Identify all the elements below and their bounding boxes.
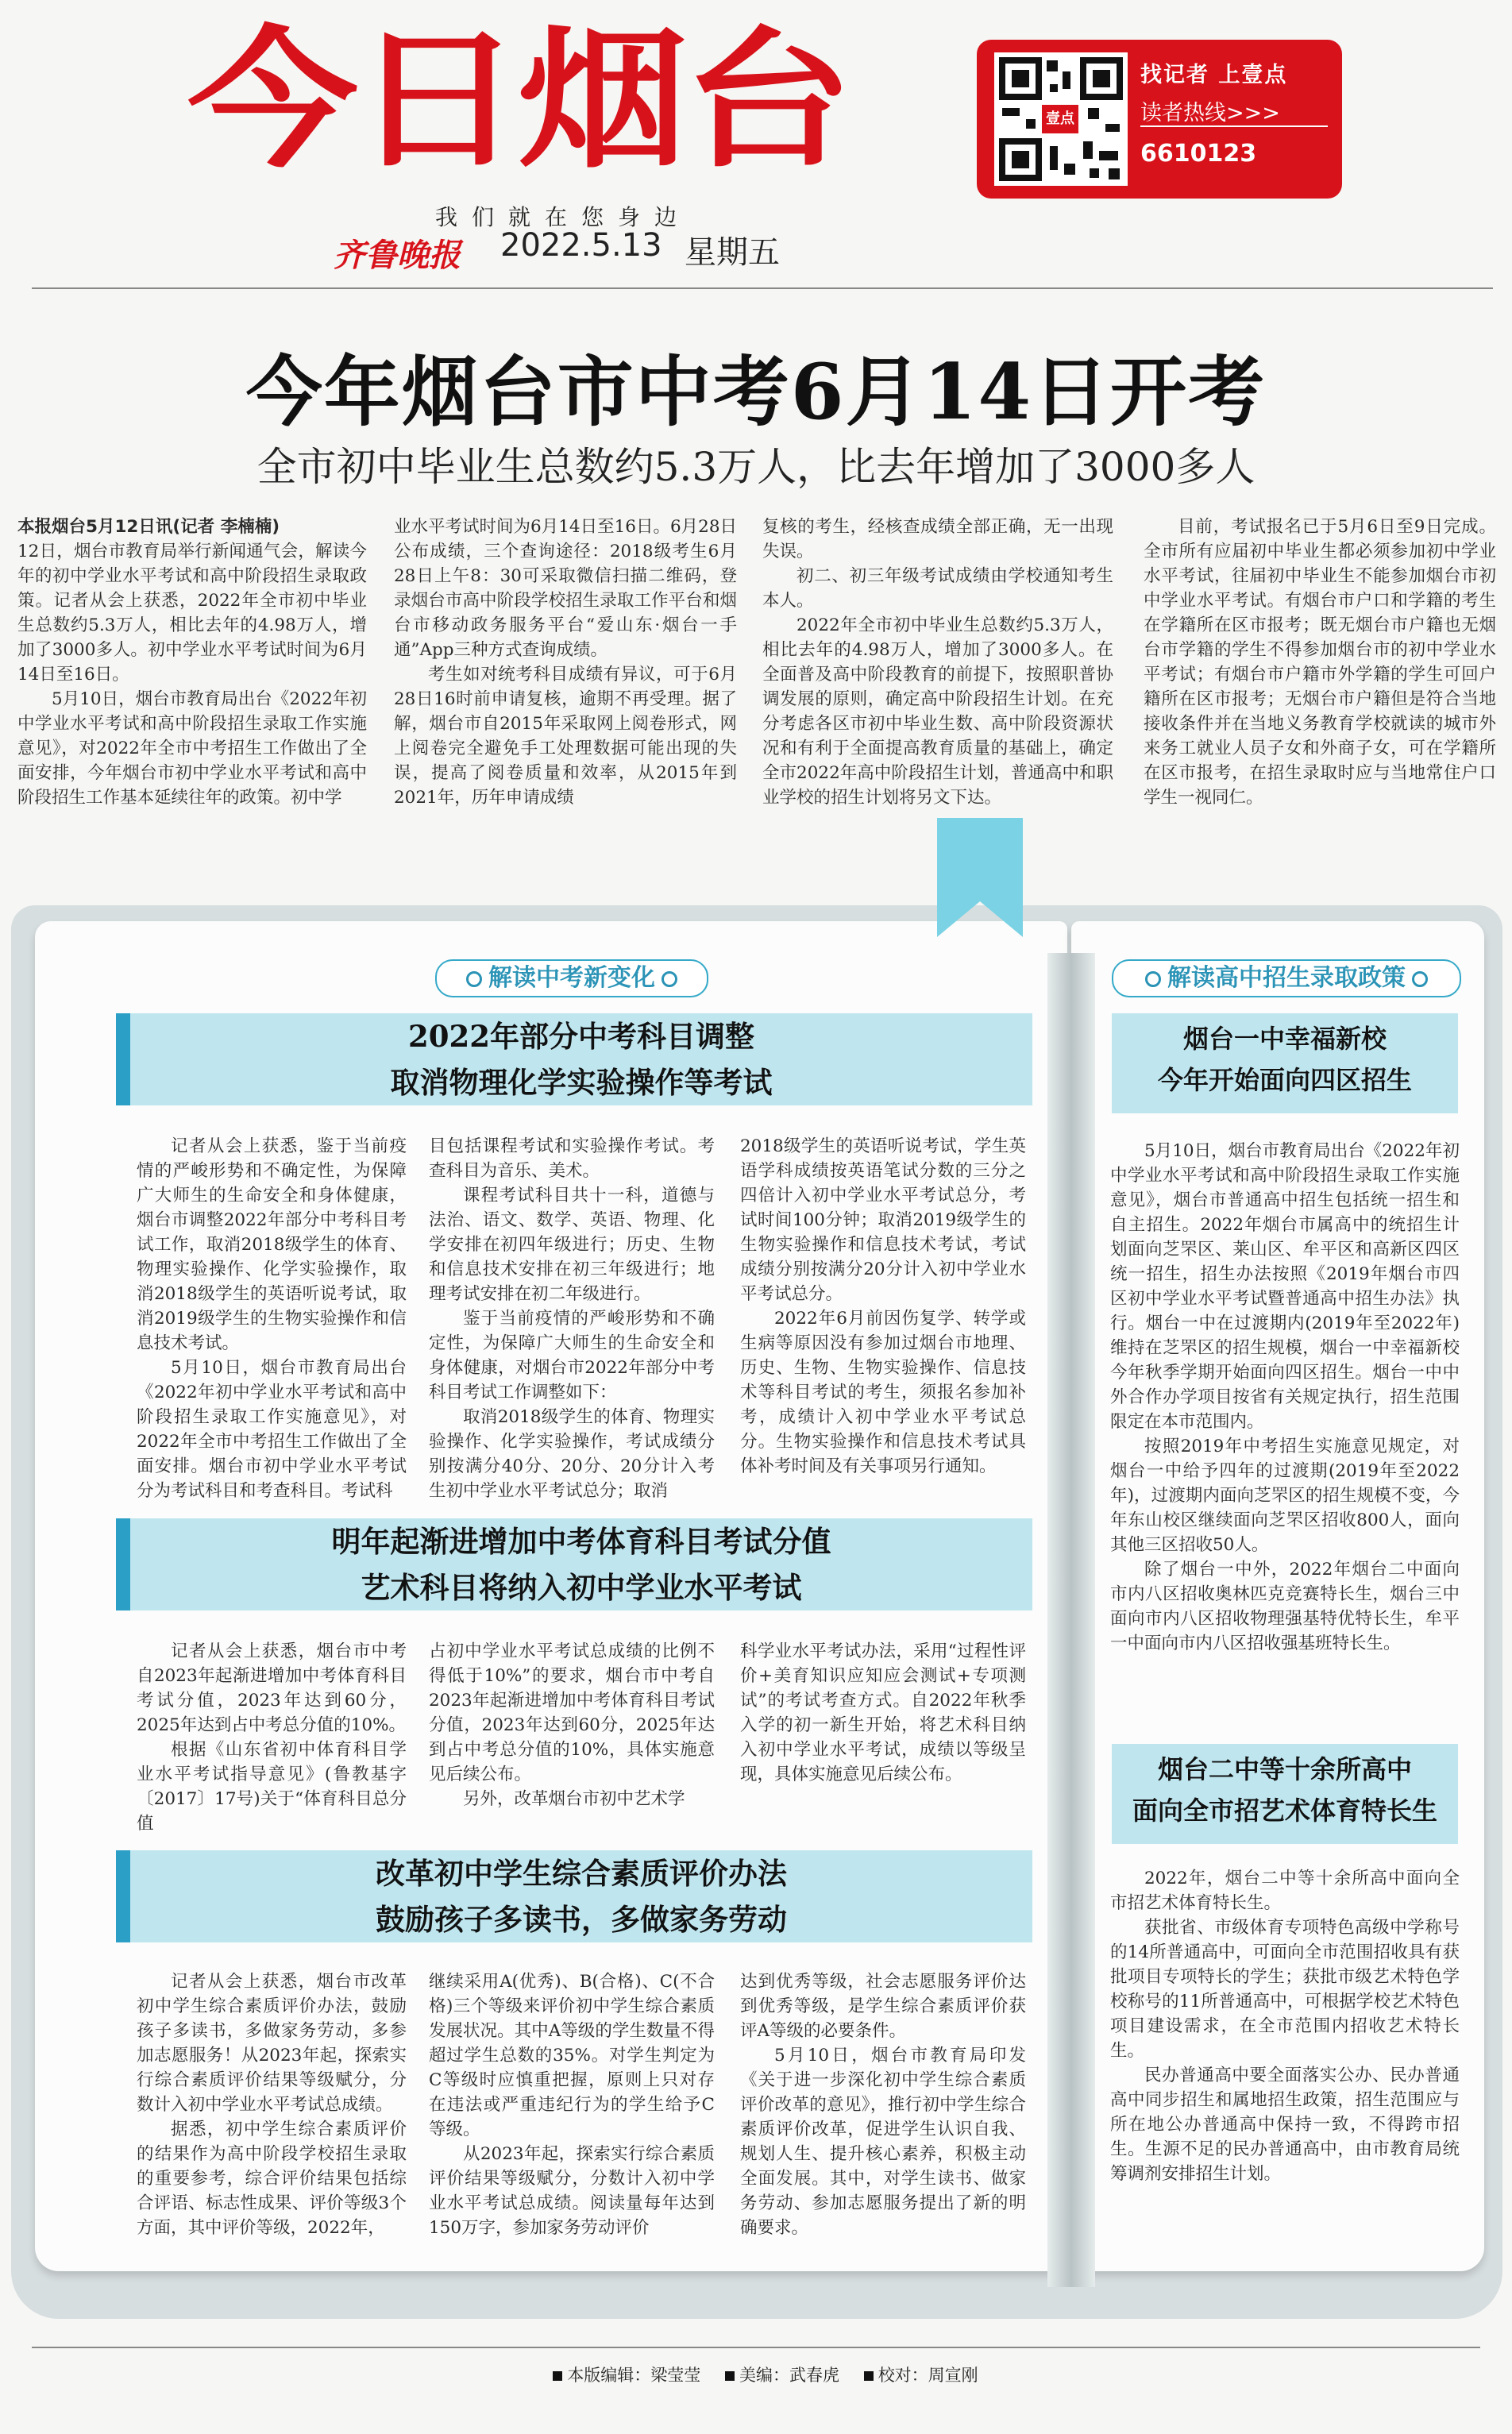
masthead: [0, 0, 1512, 294]
article-2-column-2: [429, 1639, 715, 1811]
paragraph: 鉴于当前疫情的严峻形势和不确定性，为保障广大师生的生命安全和身体健康，对烟台市2022年部分中考科目考试工作调整如下：: [429, 1309, 715, 1402]
paragraph: 5月10日，烟台市教育局出台《2022年初中学业水平考试和高中阶段招生录取工作实施意见》，对2022年全市中考招生工作做出了全面安排。烟台市初中学业水平考试分为考试科目和考查科目。考试科: [137, 1358, 407, 1501]
book-spine: [1047, 953, 1095, 2287]
right-article-1-body: [1110, 1139, 1460, 1656]
paragraph: 5月10日，烟台市教育局印发《关于进一步深化初中学生综合素质评价改革的意见》，推行初中学生综合素质评价改革，促进学生认识自我、规划人生、提升核心素养，积极主动全面发展。其中，对学生读书、做家务劳动、参加志愿服务提出了新的明确要求。: [740, 2046, 1026, 2238]
page-credits: [0, 2363, 1512, 2386]
paragraph: 12日，烟台市教育局举行新闻通气会，解读今年的初中学业水平考试和高中阶段招生录取政策。记者从会上获悉，2022年全市初中毕业生总数约5.3万人，相比去年的4.98万人，增加了3000多人。初中学业水平考试时间为6月14日至16日。: [17, 542, 367, 685]
paragraph: 达到优秀等级，社会志愿服务评价达到优秀等级，是学生综合素质评价获评A等级的必要条件。: [740, 1972, 1026, 2041]
paragraph: 除了烟台一中外，2022年烟台二中面向市内八区招收奥林匹克竞赛特长生，烟台三中面向市内八区招收物理强基特优特长生，牟平一中面向市内八区招收强基班特长生。: [1110, 1560, 1460, 1653]
paragraph: 记者从会上获悉，鉴于当前疫情的严峻形势和不确定性，为保障广大师生的生命安全和身体健康，烟台市调整2022年部分中考科目考试工作，取消2018级学生的体育、物理实验操作、化学实验操作，取消2018级学生的英语听说考试，取消2019级学生的生物实验操作和信息技术考试。: [137, 1136, 407, 1353]
article-3-column-2: [429, 1969, 715, 2240]
lead-column-4: [1144, 515, 1496, 810]
qr-badge: 壹点: [1042, 105, 1078, 133]
proofreader-credit: 校对：周宣刚: [878, 2366, 978, 2385]
slogan: 我们就在您身边: [435, 204, 692, 230]
paragraph: 另外，改革烟台市初中艺术学: [463, 1789, 685, 1809]
article-title-pe-arts: 明年起渐进增加中考体育科目考试分值 艺术科目将纳入初中学业水平考试: [116, 1518, 1032, 1610]
designer-credit: 美编：武春虎: [739, 2366, 839, 2385]
lead-column-2: [394, 515, 737, 810]
article-2-column-3: [740, 1639, 1026, 1787]
paragraph: 2018级学生的英语听说考试，学生英语学科成绩按英语笔试分数的三分之四倍计入初中学业水平考试总分，考试时间100分钟；取消2019级学生的生物实验操作和信息技术考试，考试成绩分别按满分20分计入初中学业水平考试总分。: [740, 1136, 1026, 1304]
paragraph: 2022年6月前因伤复学、转学或生病等原因没有参加过烟台市地理、历史、生物、生物实验操作、信息技术等科目考试的考生，须报名参加补考，成绩计入初中学业水平考试总分。生物实验操作和信息技术考试具体补考时间及有关事项另行通知。: [740, 1309, 1026, 1476]
issue-weekday: 星期五: [685, 234, 780, 271]
paragraph: 初二、初三年级考试成绩由学校通知考生本人。: [762, 566, 1113, 611]
paragraph: 根据《山东省初中体育科目学业水平考试指导意见》(鲁教基字〔2017〕17号)关于“体育科目总分值: [137, 1740, 407, 1834]
paragraph: 记者从会上获悉，烟台市中考自2023年起渐进增加中考体育科目考试分值，2023年达到60分，2025年达到占中考总分值的10%。: [137, 1641, 407, 1735]
page-subheadline: 全市初中毕业生总数约5.3万人，比去年增加了3000多人: [256, 444, 1256, 490]
masthead-divider: [32, 287, 1493, 289]
paragraph: 2022年全市初中毕业生总数约5.3万人，相比去年的4.98万人，增加了3000多人。在全面普及高中阶段教育的前提下，按照职普协调发展的原则，确定高中阶段招生计划。在充分考虑各区市初中毕业生数、高中阶段资源状况和有利于全面提高教育质量的基础上，确定全市2022年高中阶段招生计划，普通高中和职业学校的招生计划将另文下达。: [762, 615, 1113, 808]
right-article-2-body: [1110, 1866, 1460, 2186]
page-headline: 今年烟台市中考6月14日开考: [245, 347, 1267, 437]
paragraph: 考生如对统考科目成绩有异议，可于6月28日16时前申请复核，逾期不再受理。据了解，烟台市自2015年采取网上阅卷形式，网上阅卷完全避免手工处理数据可能出现的失误，提高了阅卷质量和效率，从2015年到2021年，历年申请成绩: [394, 665, 737, 808]
paragraph: 复核的考生，经核查成绩全部正确，无一出现失误。: [762, 517, 1113, 561]
paragraph: 5月10日，烟台市教育局出台《2022年初中学业水平考试和高中阶段招生录取工作实施意见》，烟台市普通高中招生包括统一招生和自主招生。2022年烟台市属高中的统招生计划面向芝罘区、莱山区、牟平区和高新区四区统一招生，招生办法按照《2019年烟台市四区初中学业水平考试暨普通高中招生办法》执行。烟台一中在过渡期内(2019年至2022年)维持在芝罘区的招生规模，烟台一中幸福新校今年秋季学期开始面向四区招生。烟台一中中外合作办学项目按省有关规定执行，招生范围限定在本市范围内。: [1110, 1141, 1460, 1432]
article-1-column-3: [740, 1134, 1026, 1479]
qr-code-icon[interactable]: [994, 52, 1128, 186]
article-1-column-1: [137, 1134, 407, 1503]
article-3-column-1: [137, 1969, 407, 2240]
paragraph: 按照2019年中考招生实施意见规定，对烟台一中给予四年的过渡期(2019年至2022年)，过渡期内面向芝罘区的招生规模不变，今年东山校区继续面向芝罘区招收800人，面向其他三区招收50人。: [1110, 1437, 1460, 1555]
paragraph: 获批省、市级体育专项特色高级中学称号的14所普通高中，可面向全市范围招收具有获批项目专项特长的学生；获批市级艺术特色学校称号的11所普通高中，可根据学校艺术特色项目建设需求，在全市范围内招收艺术特长生。: [1110, 1918, 1460, 2061]
hotline-divider: [1140, 125, 1328, 127]
article-title-yantai-no1: 烟台一中幸福新校 今年开始面向四区招生: [1112, 1013, 1458, 1113]
paragraph: 占初中学业水平考试总成绩的比例不得低于10%”的要求，烟台市中考自2023年起渐进增加中考体育科目考试分值，2023年达到60分，2025年达到占中考总分值的10%，具体实施意见后续公布。: [429, 1641, 715, 1784]
lead-column-1: [17, 515, 367, 810]
paragraph: 继续采用A(优秀)、B(合格)、C(不合格)三个等级来评价初中学生综合素质发展状况。其中A等级的学生数量不得超过学生总数的35%。对学生判定为C等级时应慎重把握，原则上只对存在违法或严重违纪行为的学生给予C等级。: [429, 1972, 715, 2139]
lead-column-3: [762, 515, 1113, 810]
paragraph: 2022年，烟台二中等十余所高中面向全市招艺术体育特长生。: [1110, 1869, 1460, 1913]
reader-hotline-box: [977, 40, 1342, 199]
paragraph: 课程考试科目共十一科，道德与法治、语文、数学、英语、物理、化学安排在初四年级进行；历史、生物和信息技术安排在初三年级进行；地理考试安排在初二年级进行。: [429, 1186, 715, 1304]
paragraph: 科学业水平考试办法，采用“过程性评价+美育知识应知应会测试+专项测试”的考试考查方式。自2022年秋季入学的初一新生开始，将艺术科目纳入初中学业水平考试，成绩以等级呈现，具体实施意见后续公布。: [740, 1641, 1026, 1784]
article-title-comprehensive-evaluation: 改革初中学生综合素质评价办法 鼓励孩子多读书，多做家务劳动: [116, 1850, 1032, 1942]
paragraph: 民办普通高中要全面落实公办、民办普通高中同步招生和属地招生政策，招生范围应与所在地公办普通高中保持一致，不得跨市招生。生源不足的民办普通高中，由市教育局统筹调剂安排招生计划。: [1110, 2066, 1460, 2184]
article-1-column-2: [429, 1134, 715, 1503]
editor-credit: 本版编辑：梁莹莹: [567, 2366, 701, 2385]
byline: 本报烟台5月12日讯(记者 李楠楠): [17, 517, 280, 537]
paragraph: 据悉，初中学生综合素质评价的结果作为高中阶段学校招生录取的重要参考，综合评价结果包括综合评语、标志性成果、评价等级3个方面，其中评价等级，2022年，: [137, 2120, 407, 2238]
issue-date: 2022.5.13: [500, 227, 662, 264]
hotline-label: 读者热线>>>: [1140, 101, 1280, 125]
article-title-yantai-no2: 烟台二中等十余所高中 面向全市招艺术体育特长生: [1112, 1744, 1458, 1844]
section-tag-admission-policy: 解读高中招生录取政策: [1112, 959, 1461, 997]
paragraph: 记者从会上获悉，烟台市改革初中学生综合素质评价办法，鼓励孩子多读书，多做家务劳动，多参加志愿服务！从2023年起，探索实行综合素质评价结果等级赋分，分数计入初中学业水平考试总成绩。: [137, 1972, 407, 2115]
paper-name-logo: 齐鲁晚报: [334, 237, 461, 274]
hotline-slogan: 找记者 上壹点: [1140, 63, 1288, 87]
hotline-number[interactable]: 6610123: [1140, 140, 1257, 168]
article-2-column-1: [137, 1639, 407, 1836]
section-tag-exam-changes: 解读中考新变化: [435, 959, 708, 997]
footer-divider: [32, 2347, 1480, 2348]
paragraph: 从2023年起，探索实行综合素质评价结果等级赋分，分数计入初中学业水平考试总成绩。阅读量每年达到150万字，参加家务劳动评价: [429, 2144, 715, 2238]
paragraph: 取消2018级学生的体育、物理实验操作、化学实验操作，考试成绩分别按满分40分、20分、20分计入考生初中学业水平考试总分；取消: [429, 1407, 715, 1501]
article-3-column-3: [740, 1969, 1026, 2240]
paragraph: 目前，考试报名已于5月6日至9日完成。全市所有应届初中毕业生都必须参加初中学业水平考试，往届初中毕业生不能参加烟台市初中学业水平考试。有烟台市户口和学籍的考生在学籍所在区市报考；既无烟台市户籍也无烟台市学籍的学生不得参加烟台市的初中学业水平考试；有烟台市户籍市外学籍的学生可回户籍所在区市报考；无烟台市户籍但是符合当地接收条件并在当地义务教育学校就读的城市外来务工就业人员子女和外商子女，可在学籍所在区市报考，在招生录取时应与当地常住户口学生一视同仁。: [1144, 517, 1496, 808]
paragraph: 目包括课程考试和实验操作考试。考查科目为音乐、美术。: [429, 1136, 715, 1181]
paragraph: 5月10日，烟台市教育局出台《2022年初中学业水平考试和高中阶段招生录取工作实施意见》，对2022年全市中考招生工作做出了全面安排，今年烟台市初中学业水平考试和高中阶段招生工作基本延续往年的政策。初中学: [17, 689, 367, 808]
article-title-subject-adjustment: 2022年部分中考科目调整 取消物理化学实验操作等考试: [116, 1013, 1032, 1105]
paragraph: 业水平考试时间为6月14日至16日。6月28日公布成绩，三个查询途径：2018级考生6月28日上午8：30可采取微信扫描二维码，登录烟台市高中阶段学校招生录取工作平台和烟台市移动政务服务平台“爱山东·烟台一手通”App三种方式查询成绩。: [394, 517, 737, 660]
newspaper-logo: 今日烟台: [187, 13, 848, 188]
